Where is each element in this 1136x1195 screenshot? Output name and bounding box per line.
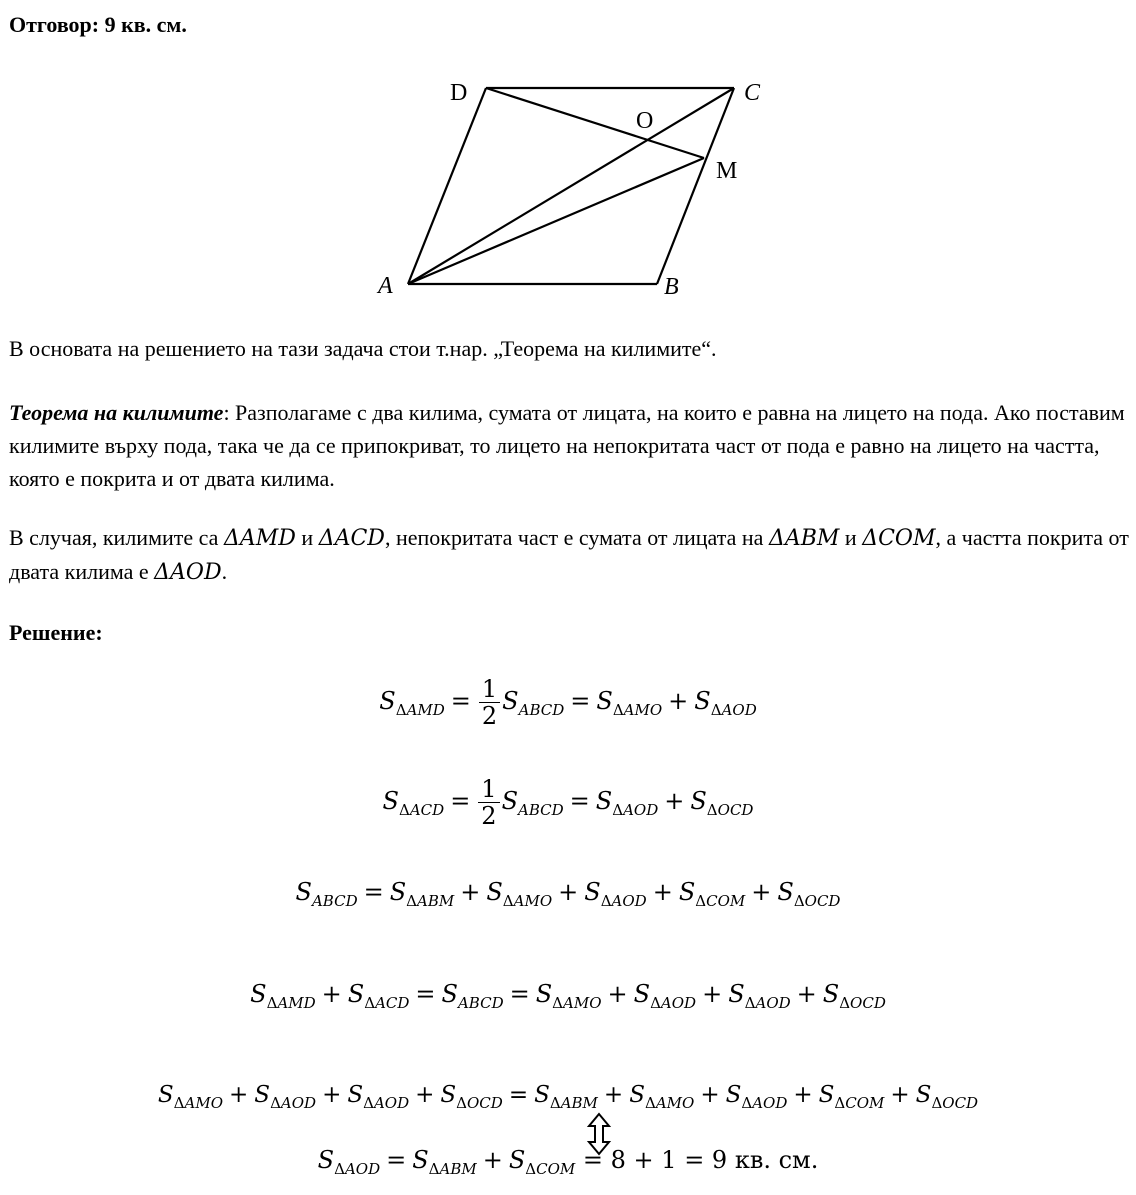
theorem-paragraph [9,396,1129,495]
intro-paragraph: В основата на решението на тази задача стои т.нар. „Теорема на килимите“. [9,336,717,361]
fraction-half: $\frac{1}{2}$ [479,676,500,729]
formula-5: $S_{\Delta AMO} + S_{\Delta AOD} + S_{\Delta AOD} + S_{\Delta OCD} = S_{\Delta ABM} + S_{\Delta AMO} + S_{\Delta AOD} + S_{\Delta COM} + S_{\Delta OCD}$ [157,1082,979,1112]
formula-3: $S_{ABCD} = S_{\Delta ABM} + S_{\Delta AMO} + S_{\Delta AOD} + S_{\Delta COM} + S_{\Delta OCD}$ [295,878,841,910]
label-o: O [636,108,654,134]
case-text-2: и [295,525,319,550]
label-d: D [450,80,468,106]
side-bc [657,88,734,284]
segment-am [408,158,704,284]
parallelogram-figure [370,70,790,310]
case-math-3: ΔABM [768,526,840,551]
theorem-term: Теорема на килимите [9,400,224,425]
case-math-1: ΔAMD [223,526,296,551]
label-c: C [744,80,761,106]
formula-1: $S_{\Delta AMD}$ = $\frac{1}{2}$ $S_{ABCD} = S_{\Delta AMO} + S_{\Delta AOD}$ [379,675,757,730]
fraction-half: $\frac{1}{2}$ [478,776,499,829]
label-b: B [664,274,679,300]
formula-4: $S_{\Delta AMD} + S_{\Delta ACD} = S_{ABCD} = S_{\Delta AMO} + S_{\Delta AOD} + S_{\Delta AOD} + S_{\Delta OCD}$ [250,980,886,1012]
case-math-2: ΔACD [318,526,385,551]
case-math-5: ΔAOD [154,560,222,585]
final-result: = 8 + 1 = 9 кв. см. [582,1146,819,1174]
case-text-3: , непокритата част е сумата от лицата на [384,525,769,550]
case-paragraph [9,521,1129,589]
label-a: A [378,273,393,299]
case-text-4: и [839,525,863,550]
segment-dm [486,88,704,158]
diagonal-ac [408,88,734,284]
formula-6: $S_{\Delta AOD} = S_{\Delta ABM} + S_{\Delta COM} = 8 + 1 = 9$ кв. см. [317,1146,819,1178]
solution-label: Решение: [9,620,103,645]
answer-line: Отговор: 9 кв. см. [9,12,187,37]
label-m: M [716,158,738,184]
case-text-5: , а частта покрита от двата килима е [9,525,1129,584]
case-text-1: В случая, килимите са [9,525,224,550]
case-math-4: ΔCOM [862,526,936,551]
formula-2: $S_{\Delta ACD}$ = $\frac{1}{2}$ $S_{ABCD} = S_{\Delta AOD} + S_{\Delta OCD}$ [382,775,754,830]
theorem-text: : Разполагаме с два килима, сумата от лицата, на които е равна на лицето на пода. Ако поставим килимите върху пода, така че да се припокриват, то лицето на непокритата част от пода е равно на лицето на частта, която е покрита и от двата килима. [9,400,1125,491]
case-text-6: . [221,559,228,584]
